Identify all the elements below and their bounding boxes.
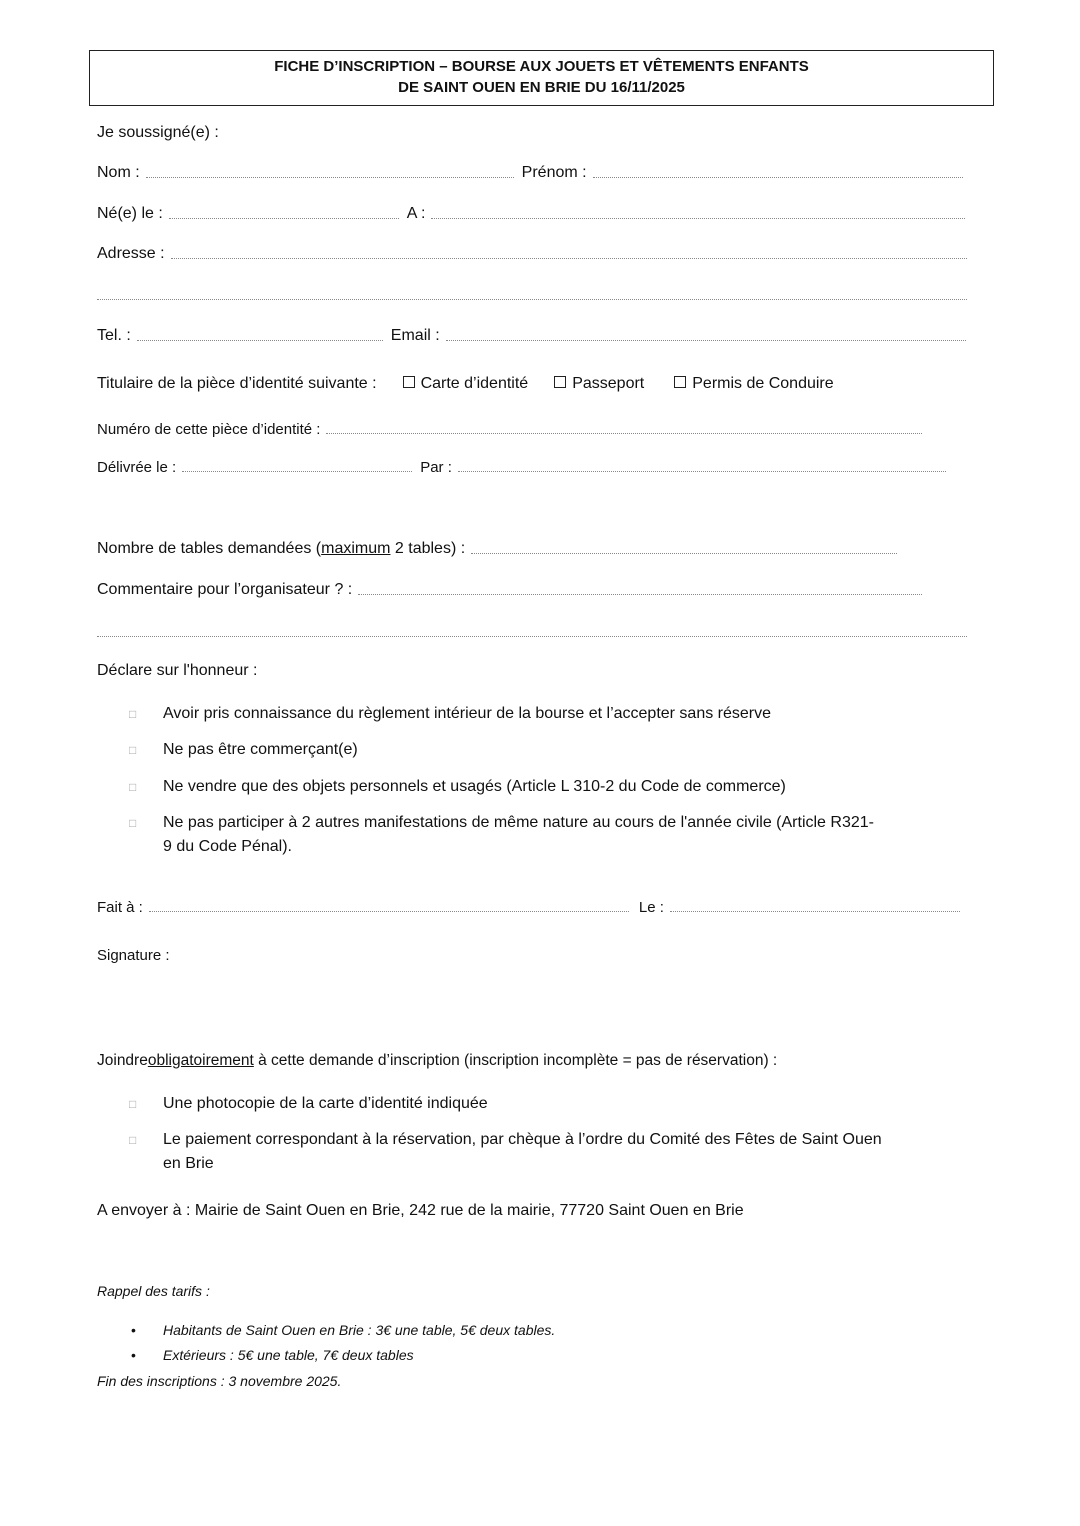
envoyer-text: A envoyer à : Mairie de Saint Ouen en Brie, 242 rue de la mairie, 77720 Saint Ouen en Brie (97, 1202, 744, 1219)
par-field[interactable] (458, 471, 946, 472)
tarif-item: • Extérieurs : 5€ une table, 7€ deux tables (131, 1347, 414, 1363)
intro-label: Je soussigné(e) : (97, 124, 219, 141)
checkbox-icon[interactable] (403, 376, 415, 388)
declaration-title (97, 662, 257, 680)
prenom-label: Prénom : (521, 164, 587, 181)
fin-inscriptions: Fin des inscriptions : 3 novembre 2025. (97, 1373, 342, 1389)
intro-line (97, 124, 219, 142)
nom-line (97, 164, 963, 182)
commentaire-field-2[interactable] (97, 636, 967, 637)
bullet-icon: • (131, 1322, 136, 1338)
prenom-field[interactable] (593, 177, 963, 178)
tel-field[interactable] (137, 340, 383, 341)
tarif-item: • Habitants de Saint Ouen en Brie : 3€ une table, 5€ deux tables. (131, 1322, 556, 1338)
numero-label: Numéro de cette pièce d’identité : (97, 421, 321, 438)
nom-field[interactable] (146, 177, 514, 178)
envoyer-line (97, 1202, 744, 1220)
form-title-box (89, 50, 994, 106)
signature-label: Signature : (97, 947, 170, 964)
le-field[interactable] (670, 911, 960, 912)
par-label: Par : (420, 459, 452, 476)
titulaire-label: Titulaire de la pièce d’identité suivante : (97, 375, 377, 392)
email-label: Email : (390, 327, 440, 344)
delivree-label: Délivrée le : (97, 459, 177, 476)
signature-line (97, 947, 170, 964)
bullet-icon: □ (129, 707, 137, 721)
bullet-icon: • (131, 1347, 136, 1363)
adresse-field-2[interactable] (97, 299, 967, 300)
declaration-item: □ Ne vendre que des objets personnels et usagés (Article L 310-2 du Code de commerce) (163, 775, 786, 799)
nom-label: Nom : (97, 164, 140, 181)
declaration-item: □ Ne pas participer à 2 autres manifestations de même nature au cours de l'année civile (Article R321- 9 du Code Pénal). (163, 811, 993, 859)
joindre-line: Joindre obligatoirement à cette demande d’inscription (inscription incomplète = pas de réservation) : (97, 1052, 778, 1069)
form-title-line2: DE SAINT OUEN EN BRIE DU 16/11/2025 (398, 79, 685, 96)
joindre-item: □ Une photocopie de la carte d’identité indiquée (163, 1092, 488, 1116)
tel-label: Tel. : (97, 327, 131, 344)
option-carte[interactable] (403, 375, 529, 393)
fait-line (97, 899, 960, 916)
bullet-icon: □ (129, 1097, 137, 1111)
declaration-item: □ Avoir pris connaissance du règlement intérieur de la bourse et l’accepter sans réserve (163, 702, 771, 726)
form-title-line1: FICHE D’INSCRIPTION – BOURSE AUX JOUETS ET VÊTEMENTS ENFANTS (274, 58, 809, 75)
a-label: A : (406, 205, 426, 222)
bullet-icon: □ (129, 816, 137, 830)
option-passeport-label: Passeport (572, 375, 645, 392)
bullet-icon: □ (129, 1133, 137, 1147)
numero-line (97, 421, 922, 438)
adresse-field[interactable] (171, 258, 967, 259)
delivree-field[interactable] (182, 471, 412, 472)
bullet-icon: □ (129, 780, 137, 794)
ne-le-label: Né(e) le : (97, 205, 163, 222)
ne-le-field[interactable] (169, 218, 399, 219)
tables-field[interactable] (471, 553, 897, 554)
commentaire-label: Commentaire pour l’organisateur ? : (97, 581, 353, 598)
adresse-line (97, 245, 967, 263)
le-label: Le : (638, 899, 664, 916)
option-passeport[interactable] (554, 375, 644, 393)
fait-field[interactable] (149, 911, 629, 912)
tables-label: Nombre de tables demandées (maximum 2 tables) : (97, 540, 466, 557)
numero-field[interactable] (326, 433, 922, 434)
lieu-naissance-field[interactable] (431, 218, 965, 219)
joindre-item: □ Le paiement correspondant à la réservation, par chèque à l’ordre du Comité des Fêtes de Saint Ouen en Brie (163, 1128, 993, 1176)
tables-line (97, 540, 897, 558)
titulaire-line (97, 375, 834, 393)
commentaire-field[interactable] (358, 594, 922, 595)
bullet-icon: □ (129, 743, 137, 757)
checkbox-icon[interactable] (674, 376, 686, 388)
naissance-line (97, 205, 965, 223)
declaration-title-text: Déclare sur l'honneur : (97, 662, 258, 679)
checkbox-icon[interactable] (554, 376, 566, 388)
option-carte-label: Carte d’identité (420, 375, 529, 392)
commentaire-line (97, 581, 922, 599)
contact-line (97, 327, 966, 345)
declaration-item: □ Ne pas être commerçant(e) (163, 738, 358, 762)
option-permis[interactable] (674, 375, 833, 393)
delivree-line (97, 459, 946, 476)
email-field[interactable] (446, 340, 966, 341)
adresse-label: Adresse : (97, 245, 165, 262)
tarifs-title: Rappel des tarifs : (97, 1283, 210, 1299)
fait-label: Fait à : (97, 899, 143, 916)
option-permis-label: Permis de Conduire (692, 375, 834, 392)
